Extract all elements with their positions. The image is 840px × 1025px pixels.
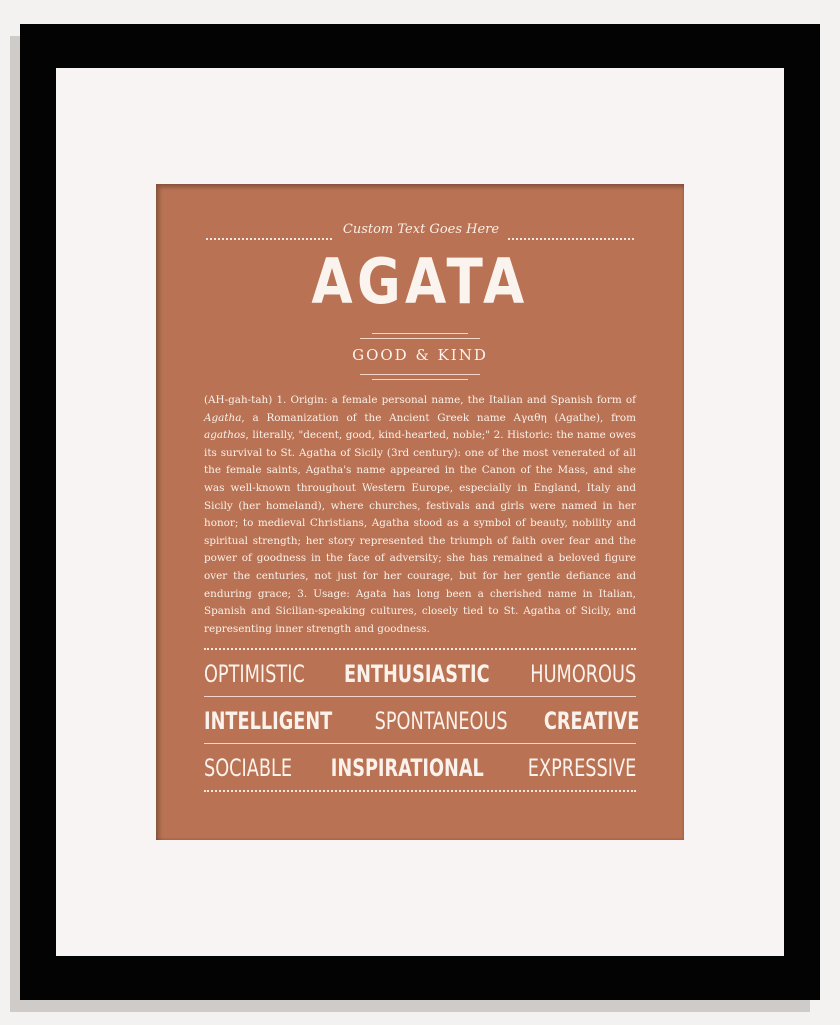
name-underline-bottom [360,338,480,339]
name-print [156,184,684,840]
custom-text: Custom Text Goes Here [342,222,500,237]
trait-word: SPONTANEOUS [375,707,509,735]
name-underline-top [372,333,468,334]
traits-divider-bottom [204,790,636,792]
picture-frame [20,24,820,1000]
name-definition [204,392,636,638]
tagline-underline-bottom [372,379,468,380]
definition-italic-agatha: Agatha [204,411,242,424]
traits-row-1 [204,654,636,694]
dotted-divider-right [508,238,634,240]
tagline-underline-top [360,374,480,375]
trait-word: CREATIVE [543,707,639,735]
definition-italic-agathos: agathos [204,429,246,442]
dotted-divider-left [206,238,332,240]
mat-board [56,68,784,956]
traits-row-3 [204,748,636,788]
trait-word: INTELLIGENT [204,707,333,735]
definition-text: , a Romanization of the Ancient Greek name Αγαθη (Agathe), from [241,411,636,424]
definition-text: , literally, "decent, good, kind-hearted, noble;" 2. Historic: the name owes its survival to St. Agatha of Sicily (3rd century): one of the most venerated of all the female saints, Agatha's name appeared in the Canon of the Mass, and she was well-known throughout Western Europe, especially in England, Italy and Sicily (her homeland), where churches, festivals and girls were named in her honor; to medieval Christians, Agatha stood as a symbol of beauty, nobility and spiritual strength; her story represented the triumph of faith over fear and the power of goodness in the face of adversity; she has remained a beloved figure over the centuries, not just for her courage, but for her gentle defiance and enduring grace; 3. Usage: Agata has long been a cherished name in Italian, Spanish and Sicilian-speaking cultures, closely tied to St. Agatha of Sicily, and representing inner strength and goodness. [204,429,636,635]
traits-row-2 [204,701,639,741]
definition-text: (AH-gah-tah) 1. Origin: a female personal name, the Italian and Spanish form of [204,394,636,406]
traits-divider-top [204,648,636,650]
trait-word: INSPIRATIONAL [331,754,485,782]
name-title: AGATA [311,245,529,318]
trait-word: EXPRESSIVE [527,754,636,782]
trait-word: HUMOROUS [530,660,636,688]
trait-word: SOCIABLE [204,754,293,782]
traits-divider [204,696,636,697]
traits-divider [204,743,636,744]
tagline: GOOD & KIND [352,346,488,364]
trait-word: OPTIMISTIC [204,660,305,688]
trait-word: ENTHUSIASTIC [344,660,490,688]
